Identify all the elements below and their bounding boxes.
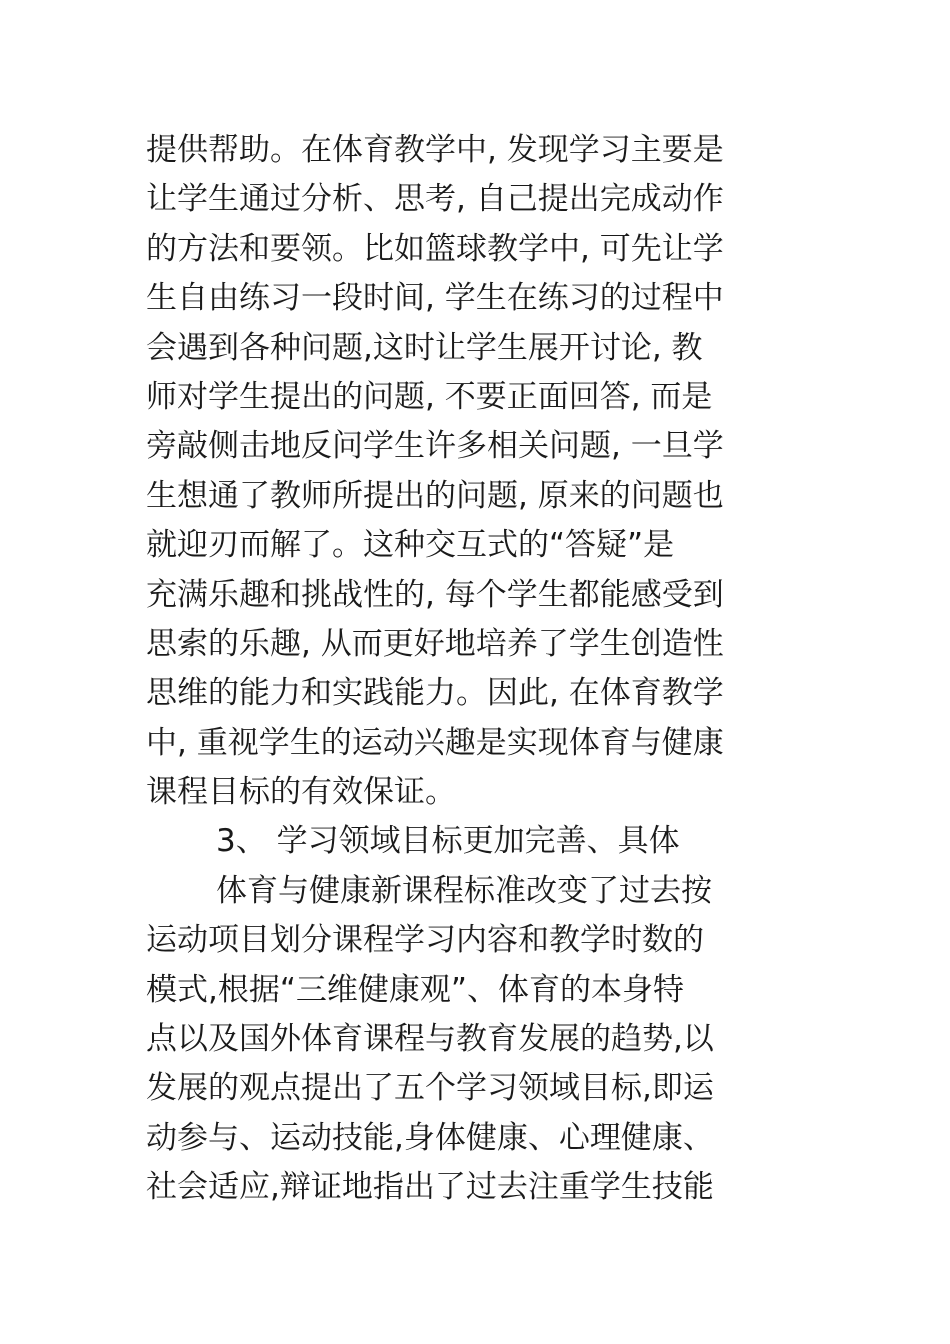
text-line: 就迎刃而解了。这种交互式的“答疑”是 [146, 527, 675, 564]
text-line: 中, 重视学生的运动兴趣是实现体育与健康 [146, 724, 724, 761]
text-line: 发展的观点提出了五个学习领域目标,即运 [146, 1070, 714, 1107]
text-line: 体育与健康新课程标准改变了过去按 [216, 872, 712, 909]
text-line: 动参与、运动技能,身体健康、心理健康、 [146, 1119, 714, 1156]
text-line: 模式,根据“三维健康观”、体育的本身特 [146, 971, 684, 1008]
body-text [146, 126, 816, 1213]
section-heading: 3、 学习领域目标更加完善、具体 [216, 823, 680, 860]
text-line: 社会适应,辩证地指出了过去注重学生技能 [146, 1169, 714, 1206]
text-line: 运动项目划分课程学习内容和教学时数的 [146, 922, 704, 959]
text-line: 师对学生提出的问题, 不要正面回答, 而是 [146, 378, 713, 415]
text-line: 课程目标的有效保证。 [146, 774, 456, 811]
text-line: 生自由练习一段时间, 学生在练习的过程中 [146, 280, 724, 317]
text-line: 让学生通过分析、思考, 自己提出完成动作 [146, 181, 724, 218]
text-line: 会遇到各种问题,这时让学生展开讨论, 教 [146, 329, 703, 366]
text-line: 思维的能力和实践能力。因此, 在体育教学 [146, 675, 724, 712]
text-line: 充满乐趣和挑战性的, 每个学生都能感受到 [146, 576, 724, 613]
text-line: 思索的乐趣, 从而更好地培养了学生创造性 [146, 625, 724, 662]
text-line: 的方法和要领。比如篮球教学中, 可先让学 [146, 230, 724, 267]
text-line: 提供帮助。在体育教学中, 发现学习主要是 [146, 132, 724, 168]
text-line: 点以及国外体育课程与教育发展的趋势,以 [146, 1021, 714, 1058]
text-line: 生想通了教师所提出的问题, 原来的问题也 [146, 477, 724, 514]
text-line: 旁敲侧击地反问学生许多相关问题, 一旦学 [146, 428, 724, 465]
